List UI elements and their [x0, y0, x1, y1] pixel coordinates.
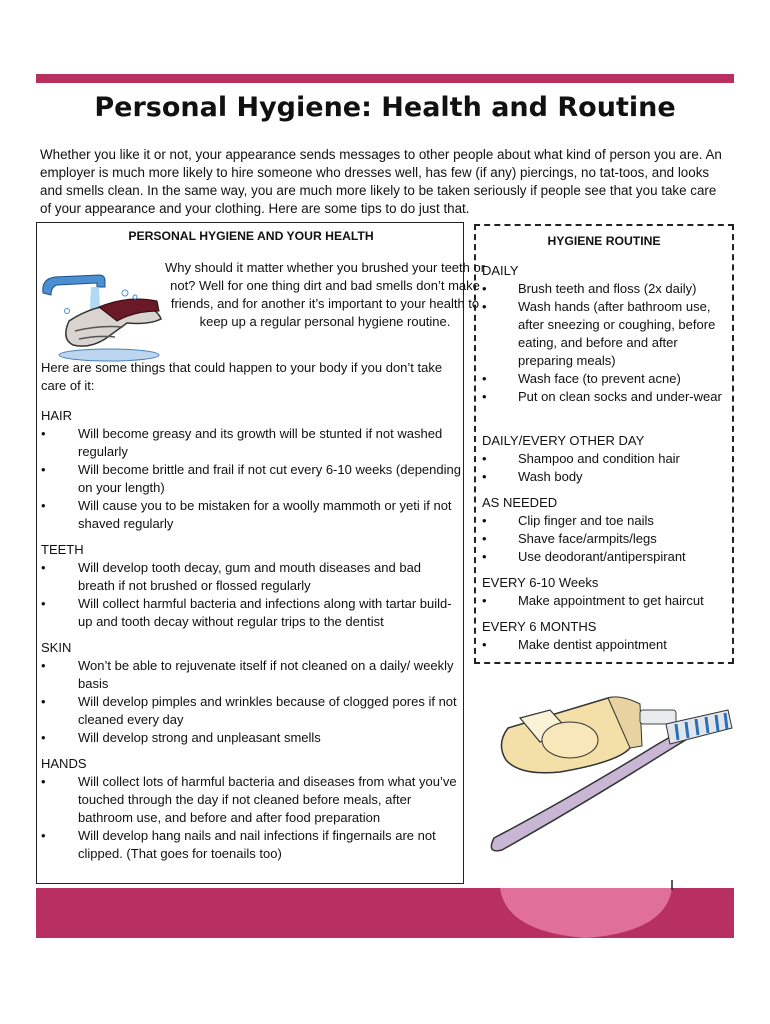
health-intro-text-2: Here are some things that could happen to your body if you don’t take care of it: [41, 360, 443, 393]
routine-group-as-needed [482, 494, 732, 566]
list-item: • Wash face (to prevent acne) [482, 370, 732, 388]
section-skin [41, 639, 461, 747]
intro-paragraph: Whether you like it or not, your appearance sends messages to other people about what kind of person you are. An employer is much more likely to hire someone who dresses well, has few (if any) piercings, no tat-toos, and looks and smells clean. In the same way, you are much more likely to be taken seriously if people see that you take care of your appearance and your clothing. Here are some tips to do just that. [40, 147, 722, 216]
routine-panel [474, 224, 734, 664]
list-item: • Wash body [482, 468, 732, 486]
section-title: HAIR [41, 408, 73, 423]
list-item: • Wash hands (after bathroom use, after sneezing or coughing, before eating, and before and after preparing meals) [482, 298, 732, 370]
list-item: • Will develop hang nails and nail infections if fingernails are not clipped. (That goes for toenails too) [41, 827, 461, 863]
section-hair [41, 407, 461, 533]
list-item: • Will become greasy and its growth will be stunted if not washed regularly [41, 425, 461, 461]
list-item: • Make appointment to get haircut [482, 592, 732, 610]
routine-group-6-months [482, 618, 732, 654]
list-item: • Won’t be able to rejuvenate itself if not cleaned on a daily/ weekly basis [41, 657, 461, 693]
basin-illustration [496, 880, 676, 940]
routine-panel-heading: HYGIENE ROUTINE [547, 234, 661, 248]
list-item: • Clip finger and toe nails [482, 512, 732, 530]
list-item: • Will become brittle and frail if not cut every 6-10 weeks (depending on your length) [41, 461, 461, 497]
list-item: • Will collect lots of harmful bacteria and diseases from what you’ve touched through the day if not cleaned before meals, after bathroom use, and before and after food preparation [41, 773, 461, 827]
routine-group-daily [482, 262, 732, 406]
page-title: Personal Hygiene: Health and Routine [94, 92, 676, 123]
group-title: DAILY [482, 263, 519, 278]
section-title: SKIN [41, 640, 72, 655]
toothbrush-illustration [480, 688, 740, 878]
list-item: • Will develop pimples and wrinkles because of clogged pores if not cleaned every day [41, 693, 461, 729]
section-title: HANDS [41, 756, 87, 771]
health-panel-heading: PERSONAL HYGIENE AND YOUR HEALTH [128, 229, 374, 243]
list-item: • Will develop strong and unpleasant smells [41, 729, 461, 747]
list-item: • Brush teeth and floss (2x daily) [482, 280, 732, 298]
group-title: EVERY 6-10 Weeks [482, 575, 599, 590]
handwashing-illustration [39, 249, 167, 369]
list-item: • Will develop tooth decay, gum and mouth diseases and bad breath if not brushed or flossed regularly [41, 559, 461, 595]
top-accent-bar [36, 74, 734, 83]
section-title: TEETH [41, 542, 84, 557]
group-title: EVERY 6 MONTHS [482, 619, 597, 634]
group-title: AS NEEDED [482, 495, 558, 510]
group-title: DAILY/EVERY OTHER DAY [482, 433, 645, 448]
routine-group-daily-other [482, 432, 732, 486]
list-item: • Put on clean socks and under-wear [482, 388, 732, 406]
list-item: • Use deodorant/antiperspirant [482, 548, 732, 566]
list-item: • Shave face/armpits/legs [482, 530, 732, 548]
section-hands [41, 755, 461, 863]
section-teeth [41, 541, 461, 631]
list-item: • Make dentist appointment [482, 636, 732, 654]
list-item: • Will collect harmful bacteria and infections along with tartar build-up and tooth decay without regular trips to the dentist [41, 595, 461, 631]
list-item: • Will cause you to be mistaken for a woolly mammoth or yeti if not shaved regularly [41, 497, 461, 533]
health-panel [36, 222, 486, 884]
routine-group-6-10-weeks [482, 574, 732, 610]
list-item: • Shampoo and condition hair [482, 450, 732, 468]
health-intro-text: Why should it matter whether you brushed your teeth or not? Well for one thing dirt and bad smells don’t make friends, and for another it’s important to your health to keep up a regular personal hygiene routine. [164, 260, 486, 329]
